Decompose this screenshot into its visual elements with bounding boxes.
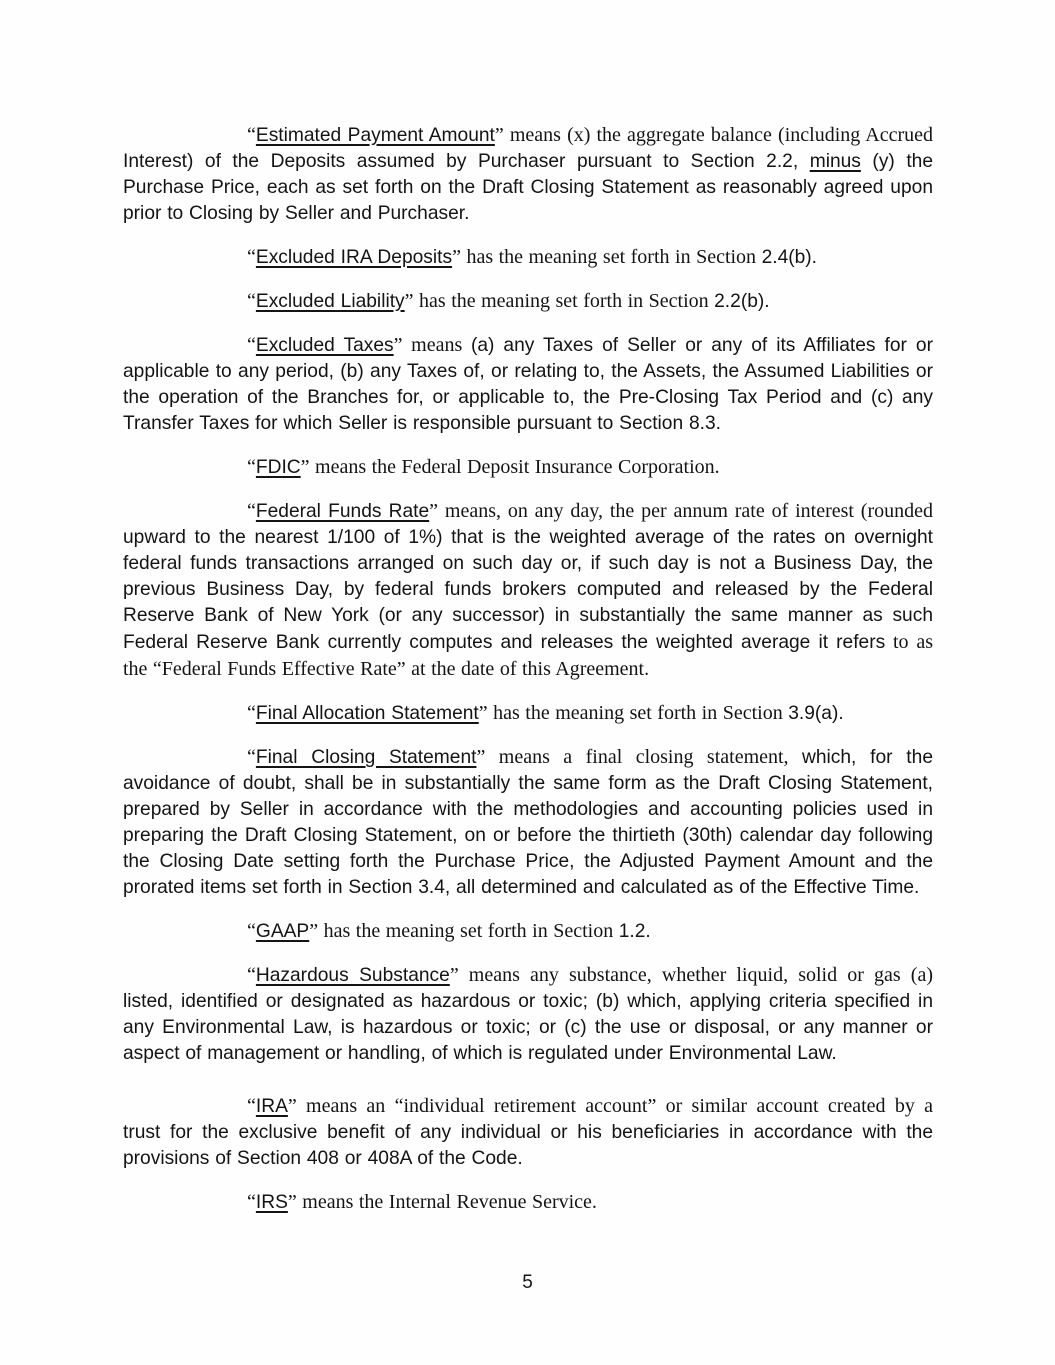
text-run: ” means a final closing statement, bbox=[476, 746, 802, 768]
text-run: 1.2. bbox=[618, 921, 651, 942]
definition-final-closing-statement bbox=[123, 744, 933, 901]
defined-term: IRS bbox=[255, 1192, 288, 1213]
text-run: ” has the meaning set forth in Section bbox=[404, 290, 715, 312]
text-run: ” has the meaning set forth in Section bbox=[452, 246, 762, 268]
text-run: ” means bbox=[393, 334, 471, 356]
text-run: (a) any Taxes of Seller or any of its Affiliates for or applicable to any period, (b) any Taxes of, or relating to, the Assets, the Assumed Liabilities or the operation of the Branches for, or applicable to, the Pre-Closing Tax Period and (c) any Transfer Taxes for which Seller is responsible pursuant to Section 8.3. bbox=[123, 335, 933, 434]
text-run: ” means any substance, whether liquid, solid or gas (a) bbox=[449, 964, 933, 986]
defined-term: Excluded IRA Deposits bbox=[255, 247, 453, 268]
text-run: which, for the avoidance of doubt, shall be in substantially the same form as the Draft Closing Statement, prepared by Seller in accordance with the methodologies and accounting policies used in preparing the Draft Closing Statement, on or before the thirtieth (30th) calendar day following the Closing Date setting forth the Purchase Price, the Adjusted Payment Amount and the prorated items set forth in Section 3.4, all determined and calculated as of the Effective Time. bbox=[123, 747, 933, 898]
text-run: ” has the meaning set forth in Section bbox=[478, 702, 789, 724]
text-run: “ bbox=[247, 334, 256, 356]
definition-excluded-liability bbox=[123, 288, 933, 315]
definition-hazardous-substance bbox=[123, 962, 933, 1067]
defined-term: Hazardous Substance bbox=[255, 965, 450, 986]
text-run: ” means the Internal Revenue Service. bbox=[287, 1191, 597, 1213]
definition-gaap bbox=[123, 918, 933, 945]
text-run: “ bbox=[247, 1095, 256, 1117]
defined-term: Excluded Liability bbox=[255, 291, 405, 312]
defined-term: Estimated Payment Amount bbox=[255, 125, 495, 146]
text-run: listed, identified or designated as hazardous or toxic; (b) which, applying criteria specified in any Environmental Law, is hazardous or toxic; or (c) the use or disposal, or any manner or aspect of management or handling, of which is regulated under Environmental Law. bbox=[123, 991, 933, 1064]
text-run: “ bbox=[247, 124, 256, 146]
definition-excluded-taxes bbox=[123, 332, 933, 437]
text-run: “ bbox=[247, 290, 256, 312]
text-run: 2.4(b). bbox=[761, 247, 818, 268]
text-run: “ bbox=[247, 746, 256, 768]
text-run: ” means an “individual retirement account” or similar account created by a bbox=[287, 1095, 933, 1117]
defined-term: IRA bbox=[255, 1096, 288, 1117]
definition-excluded-ira-deposits bbox=[123, 244, 933, 271]
text-run: 2.2(b). bbox=[714, 291, 770, 312]
text-run: “ bbox=[247, 702, 256, 724]
text-run: to as the “Federal Funds Effective Rate” at the date of this Agreement. bbox=[123, 631, 933, 680]
text-run: ” means the Federal Deposit Insurance Corporation. bbox=[300, 456, 720, 478]
text-run: ” has the meaning set forth in Section bbox=[309, 920, 619, 942]
defined-term: GAAP bbox=[255, 921, 310, 942]
text-run: ” means (x) the aggregate balance (including Accrued bbox=[494, 124, 933, 146]
defined-term: minus bbox=[809, 151, 861, 172]
text-run: “ bbox=[247, 964, 256, 986]
defined-term: FDIC bbox=[255, 457, 301, 478]
definition-ira bbox=[123, 1093, 933, 1172]
definition-estimated-payment-amount bbox=[123, 122, 933, 227]
text-run: trust for the exclusive benefit of any individual or his beneficiaries in accordance with the provisions of Section 408 or 408A of the Code. bbox=[123, 1122, 933, 1169]
text-run: 3.9(a). bbox=[788, 703, 844, 724]
text-run: upward to the nearest 1/100 of 1%) that is the weighted average of the rates on overnight federal funds transactions arranged on such day or, if such day is not a Business Day, the previous Business Day, by federal funds brokers computed and released by the Federal Reserve Bank of New York (or any successor) in substantially the same manner as such Federal Reserve Bank currently computes and releases the weighted average it refers bbox=[123, 527, 933, 653]
text-run: ” means, on any day, the per annum rate of interest (rounded bbox=[429, 500, 934, 522]
text-run: “ bbox=[247, 1191, 256, 1213]
defined-term: Excluded Taxes bbox=[255, 335, 394, 356]
text-run: (y) the Purchase Price, each as set forth on the Draft Closing Statement as reasonably agreed upon prior to Closing by Seller and Purchaser. bbox=[123, 151, 933, 224]
definition-fdic bbox=[123, 454, 933, 481]
text-run: “ bbox=[247, 456, 256, 478]
text-run: “ bbox=[247, 500, 256, 522]
text-run: Interest) of the Deposits assumed by Purchaser pursuant to Section 2.2, bbox=[123, 151, 810, 172]
text-run: “ bbox=[247, 246, 256, 268]
definition-irs bbox=[123, 1189, 933, 1216]
defined-term: Final Allocation Statement bbox=[255, 703, 479, 724]
text-run: “ bbox=[247, 920, 256, 942]
page-number: 5 bbox=[522, 1272, 533, 1293]
document-body bbox=[123, 122, 933, 1233]
definition-federal-funds-rate bbox=[123, 498, 933, 683]
defined-term: Final Closing Statement bbox=[255, 747, 477, 768]
definition-final-allocation-statement bbox=[123, 700, 933, 727]
defined-term: Federal Funds Rate bbox=[255, 501, 430, 522]
